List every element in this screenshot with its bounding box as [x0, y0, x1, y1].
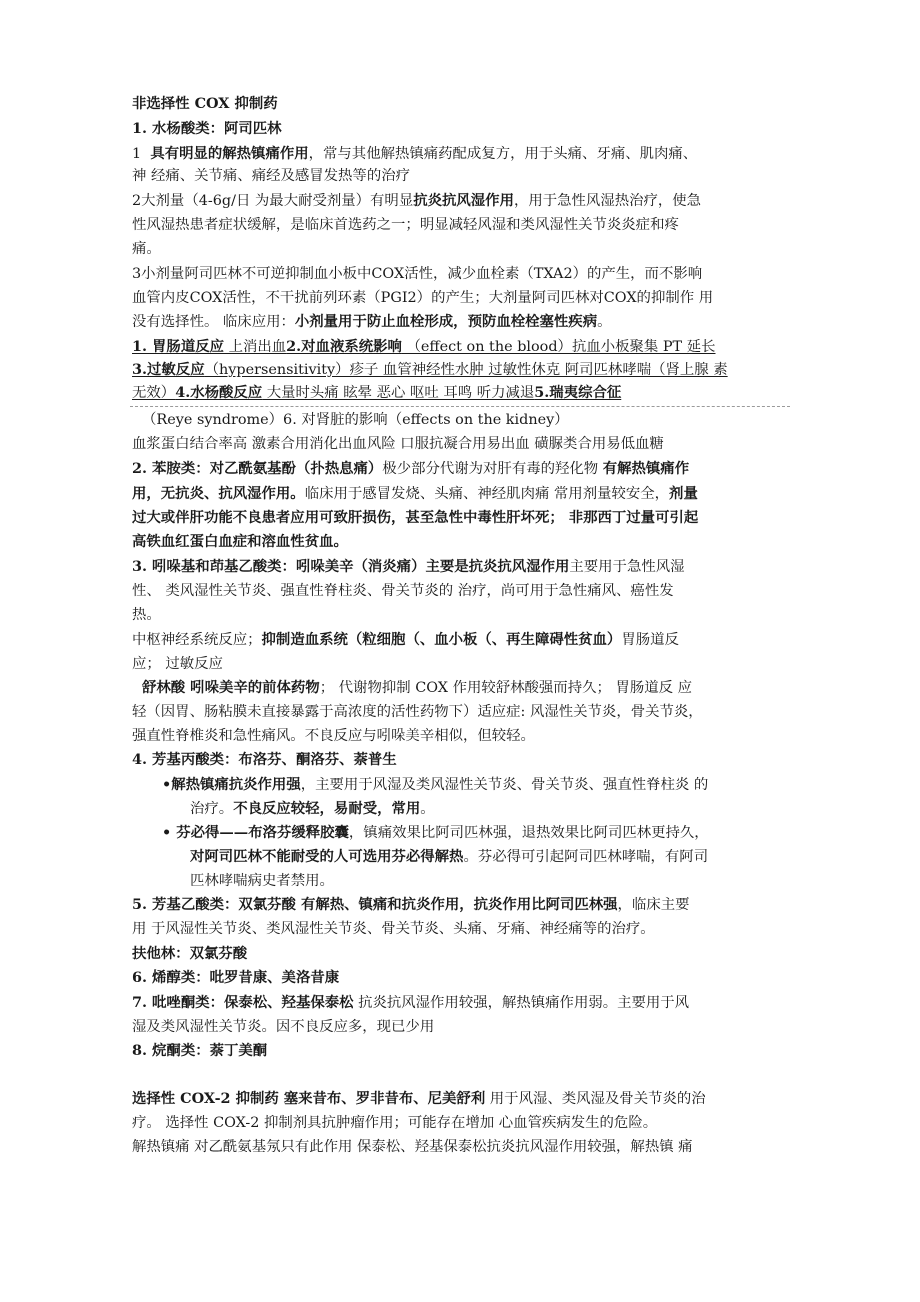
- emphasis: 有解热镇痛作: [602, 460, 690, 477]
- drug-interactions-line: 血浆蛋白结合率高 激素合用消化出血风险 口服抗凝合用易出血 磺脲类合用易低血糖: [132, 436, 664, 452]
- s3-line-1: [132, 557, 685, 577]
- emphasis: 抑制造血系统（粒细胞（、血小板（、再生障碍性贫血）: [261, 631, 622, 648]
- emphasis: 7. 吡唑酮类：保泰松、羟基保泰松: [132, 994, 354, 1011]
- text: 。: [420, 801, 435, 817]
- text: ，用于急性风湿热治疗，使急: [513, 193, 702, 209]
- text: ，临床主要: [617, 897, 690, 913]
- emphasis: 4.水杨酸反应: [175, 384, 263, 401]
- s4-bullet-2-line-3: 匹林哮喘病史者禁用。: [190, 873, 334, 889]
- text: 抗炎抗风湿作用较强，解热镇痛作用弱。主要用于风: [353, 995, 690, 1011]
- text: 用于风湿、类风湿及骨关节炎的治: [485, 1091, 706, 1107]
- emphasis: • 芬必得——布洛芬缓释胶囊: [162, 824, 349, 841]
- text: 胃肠道反: [621, 632, 679, 648]
- section-6-heading: 6. 烯醇类：吡罗昔康、美洛昔康: [132, 969, 340, 986]
- text: 无效）: [132, 385, 176, 401]
- emphasis: 2. 苯胺类：对乙酰氨基酚（扑热息痛）: [132, 460, 383, 477]
- text: 主要用于急性风湿: [569, 559, 685, 575]
- s3-line-8: 强直性脊椎炎和急性痛风。不良反应与吲哚美辛相似，但较轻。: [132, 728, 535, 744]
- text: 极少部分代谢为对肝有毒的羟化物: [382, 461, 603, 477]
- text: ，常与其他解热镇痛药配成复方，用于头痛、牙痛、肌肉痛、: [308, 146, 698, 162]
- s4-bullet-2-line-1: [162, 823, 709, 843]
- text: ； 代谢物抑制 COX 作用较舒林酸强而持久； 胃肠道反 应: [319, 680, 692, 696]
- text: ，主要用于风湿及类风湿性关节炎、骨关节炎、强直性脊柱炎 的: [300, 777, 709, 793]
- text: 2大剂量（4-6g/日 为最大耐受剂量）有明显: [132, 193, 414, 209]
- emphasis: 3. 吲哚基和茚基乙酸类：吲哚美辛（消炎痛）主要是抗炎抗风湿作用: [132, 558, 570, 575]
- s4-bullet-2-line-2: [190, 847, 708, 867]
- emphasis: 抗炎抗风湿作用: [413, 192, 514, 209]
- adverse-effects-line-1: [132, 337, 716, 357]
- text: 治疗。: [190, 801, 234, 817]
- s1-point-2-line-1: [132, 191, 701, 211]
- text: 。: [597, 314, 612, 330]
- text: （hypersensitivity）疹子 血管神经性水肿 过敏性休克 阿司匹林哮喘（肾上腺 素: [204, 362, 728, 378]
- point-number: 1: [132, 146, 142, 162]
- emphasis: 剂量: [669, 485, 698, 502]
- emphasis: 用，无抗炎、抗风湿作用。: [132, 485, 305, 502]
- selective-line-2: 疗。 选择性 COX-2 抑制剂具抗肿瘤作用；可能存在增加 心血管疾病发生的危险。: [132, 1115, 658, 1131]
- emphasis: 5. 芳基乙酸类：双氯芬酸 有解热、镇痛和抗炎作用，抗炎作用比阿司匹林强: [132, 896, 618, 913]
- s3-line-5: 应； 过敏反应: [132, 656, 223, 672]
- s1-point-3-line-3: [132, 312, 612, 332]
- s1-point-2-line-3: 痛。: [132, 241, 161, 257]
- text: ，镇痛效果比阿司匹林强，退热效果比阿司匹林更持久，: [348, 825, 709, 841]
- adverse-effects-line-2: [132, 360, 728, 380]
- selective-line-1: [132, 1089, 706, 1109]
- s1-point-1-line-2: 神 经痛、关节痛、痛经及感冒发热等的治疗: [132, 168, 410, 184]
- emphasis: 具有明显的解热镇痛作用: [150, 145, 309, 162]
- emphasis: 选择性 COX-2 抑制药 塞来昔布、罗非昔布、尼美舒利: [132, 1090, 486, 1107]
- s3-line-2: 性、 类风湿性关节炎、强直性脊柱炎、骨关节炎的 治疗，尚可用于急性痛风、癌性发: [132, 583, 674, 599]
- selective-line-3: 解热镇痛 对乙酰氨基氖只有此作用 保泰松、羟基保泰松抗炎抗风湿作用较强，解热镇 痛: [132, 1139, 693, 1155]
- section-1-heading: 1. 水杨酸类：阿司匹林: [132, 120, 282, 137]
- section-8-heading: 8. 烷酮类：萘丁美酮: [132, 1042, 268, 1059]
- emphasis: 不良反应较轻，易耐受，常用: [233, 800, 421, 817]
- emphasis: 5.瑞夷综合征: [534, 384, 622, 401]
- s1-point-1-line-1: [132, 144, 697, 164]
- emphasis: •解热镇痛抗炎作用强: [162, 776, 301, 793]
- s3-line-4: [132, 630, 679, 650]
- adverse-effects-line-4: （Reye syndrome）6. 对肾脏的影响（effects on the kidney）: [142, 412, 569, 428]
- s1-point-3-line-2: 血管内皮COX活性，不干扰前列环素（PGI2）的产生；大剂量阿司匹林对COX的抑制作 用: [132, 290, 714, 306]
- emphasis: 1. 胃肠道反应: [132, 338, 224, 355]
- page-title: 非选择性 COX 抑制药: [132, 95, 278, 112]
- text: （effect on the blood）抗血小板聚集 PT 延长: [401, 339, 716, 355]
- text: 临床用于感冒发烧、头痛、神经肌肉痛 常用剂量较安全，: [304, 486, 670, 502]
- section-4-heading: 4. 芳基丙酸类：布洛芬、酮洛芬、萘普生: [132, 751, 397, 768]
- emphasis: 2.对血液系统影响: [286, 338, 402, 355]
- s5-line-1: [132, 895, 690, 915]
- emphasis: 小剂量用于防止血栓形成，预防血栓栓塞性疾病: [294, 313, 598, 330]
- adverse-effects-line-3: [132, 383, 621, 403]
- text: 没有选择性。 临床应用：: [132, 314, 295, 330]
- text: 。芬必得可引起阿司匹林哮喘，有阿司: [463, 849, 709, 865]
- text: 大量时头痛 眩晕 恶心 呕吐 耳鸣 听力减退: [262, 385, 535, 401]
- dashed-separator: [130, 406, 790, 407]
- s3-line-3: 热。: [132, 607, 161, 623]
- s2-line-3: 过大或伴肝功能不良患者应用可致肝损伤，甚至急性中毒性肝坏死； 非那西丁过量可引起: [132, 509, 699, 526]
- s2-line-4: 高铁血红蛋白血症和溶血性贫血。: [132, 533, 348, 550]
- s3-line-7: 轻（因胃、肠粘膜未直接暴露于高浓度的活性药物下）适应症: 风湿性关节炎，骨关节炎，: [132, 704, 703, 720]
- s2-line-1: [132, 459, 689, 479]
- s5-line-2: 用 于风湿性关节炎、类风湿性关节炎、骨关节炎、头痛、牙痛、神经痛等的治疗。: [132, 921, 655, 937]
- s3-line-6: [142, 678, 692, 698]
- s4-bullet-1-line-2: [190, 799, 435, 819]
- text: 中枢神经系统反应；: [132, 632, 262, 648]
- emphasis: 舒林酸 吲哚美辛的前体药物: [142, 679, 320, 696]
- s7-line-1: [132, 993, 689, 1013]
- s7-line-2: 湿及类风湿性关节炎。因不良反应多，现已少用: [132, 1019, 435, 1035]
- s5-line-3: 扶他林：双氯芬酸: [132, 945, 248, 962]
- s1-point-2-line-2: 性风湿热患者症状缓解，是临床首选药之一；明显减轻风湿和类风湿性关节炎炎症和疼: [132, 217, 679, 233]
- s4-bullet-1-line-1: [162, 775, 708, 795]
- text: 上消出血: [224, 339, 287, 355]
- emphasis: 3.过敏反应: [132, 361, 205, 378]
- s2-line-2: [132, 484, 698, 504]
- s1-point-3-line-1: 3小剂量阿司匹林不可逆抑制血小板中COX活性，减少血栓素（TXA2）的产生，而不影响: [132, 266, 703, 282]
- emphasis: 对阿司匹林不能耐受的人可选用芬必得解热: [190, 848, 464, 865]
